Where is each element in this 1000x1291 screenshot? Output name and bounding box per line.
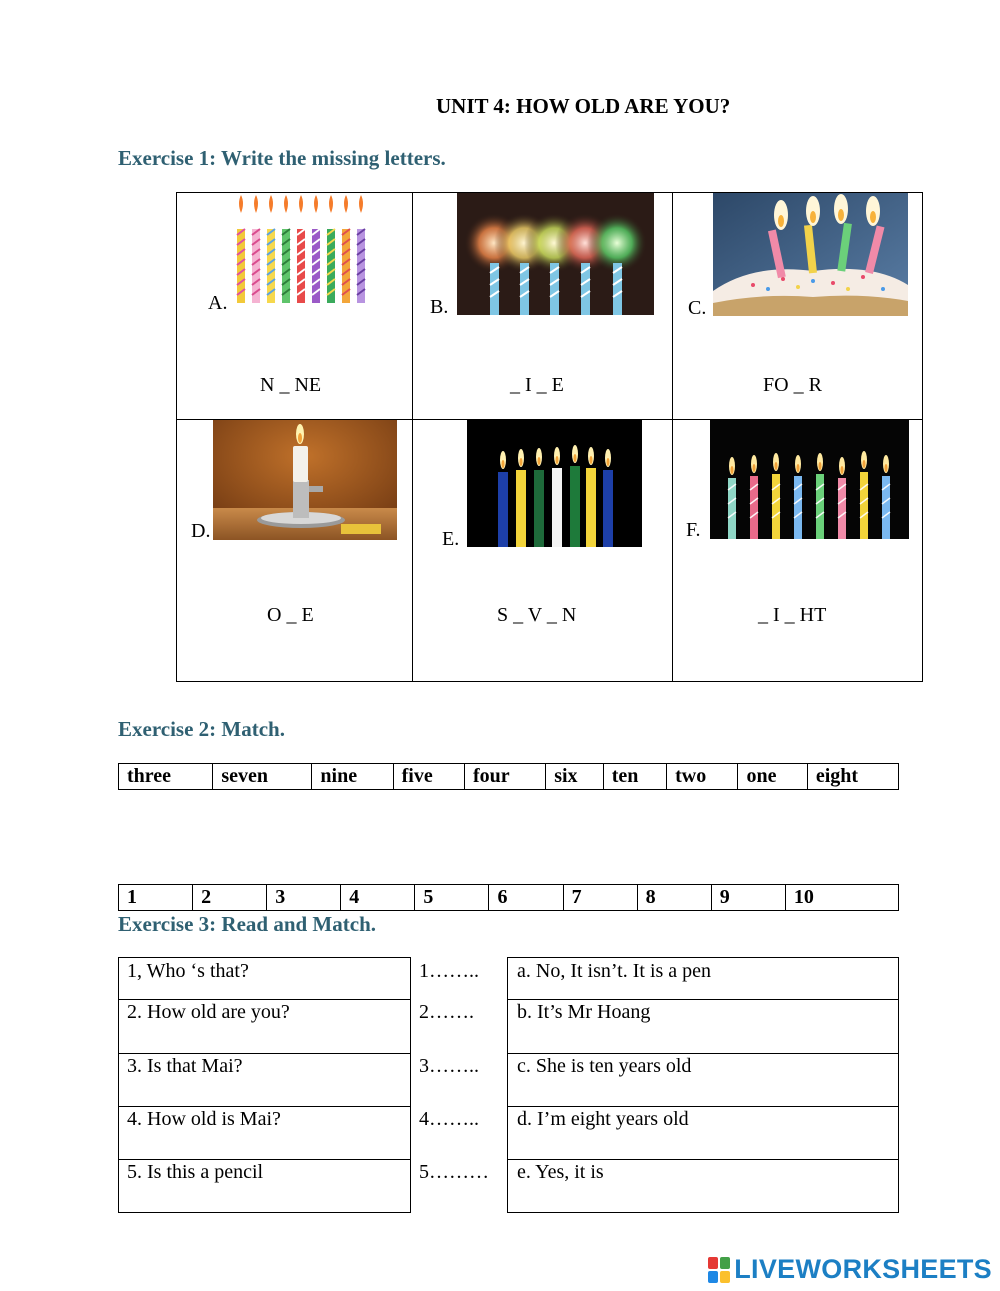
number-cell[interactable]: 2: [193, 885, 267, 911]
one-candle-holder-icon: [213, 420, 397, 540]
cupcake-four-candles-icon: [713, 193, 908, 316]
question-text: 5. Is this a pencil: [127, 1161, 264, 1183]
word-cell[interactable]: two: [667, 764, 738, 790]
cell-a-letter: A.: [208, 292, 228, 314]
cell-e-word: S _ V _ N: [497, 604, 577, 626]
number-cell[interactable]: 4: [341, 885, 415, 911]
five-candles-icon: [457, 193, 654, 315]
seven-candles-icon: [467, 420, 642, 547]
cell-f-word: _ I _ HT: [758, 604, 827, 626]
number-cell[interactable]: 1: [119, 885, 193, 911]
number-cell[interactable]: 7: [563, 885, 637, 911]
answer-text: c. She is ten years old: [517, 1055, 692, 1077]
word-cell[interactable]: seven: [213, 764, 312, 790]
exercise3-heading: Exercise 3: Read and Match.: [118, 912, 376, 936]
number-cell[interactable]: 5: [415, 885, 489, 911]
word-cell[interactable]: ten: [603, 764, 666, 790]
word-table: [118, 763, 899, 790]
liveworksheets-logo-icon: [708, 1257, 730, 1283]
answer-text: b. It’s Mr Hoang: [517, 1001, 651, 1023]
cell-d-word: O _ E: [267, 604, 314, 626]
eight-candles-icon: [710, 420, 909, 539]
word-cell[interactable]: five: [393, 764, 464, 790]
answer-blank[interactable]: 4……..: [419, 1108, 479, 1130]
number-cell[interactable]: 6: [489, 885, 563, 911]
cell-c-word: FO _ R: [763, 374, 822, 396]
cell-c-letter: C.: [688, 297, 707, 319]
answer-text: e. Yes, it is: [517, 1161, 604, 1183]
word-cell[interactable]: nine: [312, 764, 393, 790]
question-text: 3. Is that Mai?: [127, 1055, 243, 1077]
cell-e-letter: E.: [442, 528, 460, 550]
liveworksheets-logo[interactable]: [708, 1254, 992, 1285]
exercise2-heading: Exercise 2: Match.: [118, 717, 285, 741]
answer-text: d. I’m eight years old: [517, 1108, 689, 1130]
number-cell[interactable]: 10: [785, 885, 898, 911]
number-table: [118, 884, 899, 911]
cell-f-letter: F.: [686, 519, 701, 541]
word-cell[interactable]: four: [464, 764, 545, 790]
number-cell[interactable]: 8: [637, 885, 711, 911]
answer-blank[interactable]: 1……..: [419, 960, 479, 982]
answer-blank[interactable]: 3……..: [419, 1055, 479, 1077]
exercise1-heading: Exercise 1: Write the missing letters.: [118, 146, 446, 170]
word-cell[interactable]: three: [119, 764, 213, 790]
answer-blank[interactable]: 2…….: [419, 1001, 474, 1023]
logo-text: LIVEWORKSHEETS: [734, 1254, 992, 1284]
nine-candles-icon: [230, 193, 380, 306]
cell-a-word: N _ NE: [260, 374, 322, 396]
number-cell[interactable]: 3: [267, 885, 341, 911]
cell-d-letter: D.: [191, 520, 211, 542]
number-cell[interactable]: 9: [711, 885, 785, 911]
answer-text: a. No, It isn’t. It is a pen: [517, 960, 712, 982]
page-title: UNIT 4: HOW OLD ARE YOU?: [436, 94, 731, 118]
cell-b-letter: B.: [430, 296, 449, 318]
cell-b-word: _ I _ E: [510, 374, 564, 396]
word-cell[interactable]: eight: [807, 764, 898, 790]
question-text: 2. How old are you?: [127, 1001, 290, 1023]
question-text: 1, Who ‘s that?: [127, 960, 249, 982]
word-cell[interactable]: one: [738, 764, 807, 790]
question-text: 4. How old is Mai?: [127, 1108, 281, 1130]
answer-blank[interactable]: 5………: [419, 1161, 489, 1183]
word-cell[interactable]: six: [546, 764, 604, 790]
